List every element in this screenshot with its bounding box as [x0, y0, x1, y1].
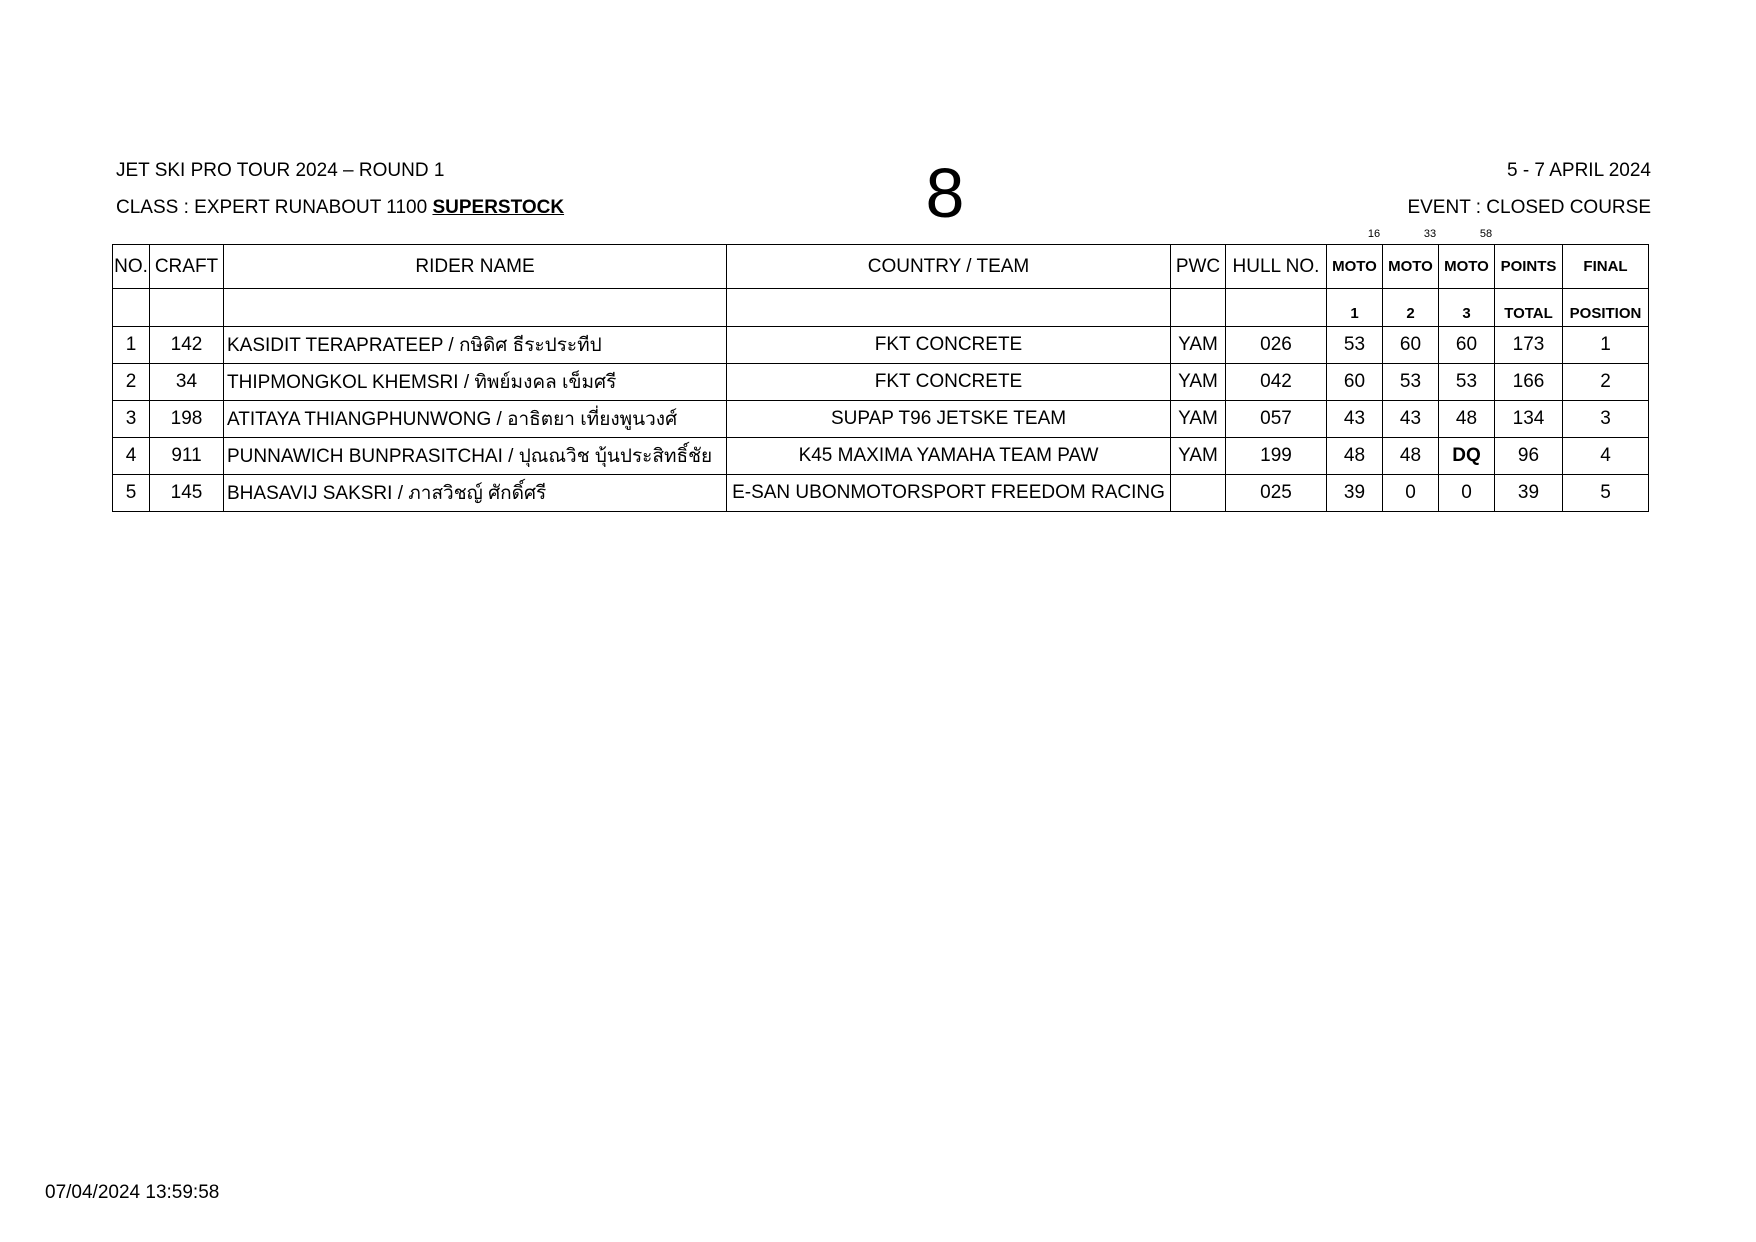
- cell-moto2: 0: [1383, 475, 1439, 512]
- cell-position: 4: [1563, 438, 1649, 475]
- cell-craft: 34: [150, 364, 224, 401]
- cell-hull: 042: [1226, 364, 1327, 401]
- cell-pwc: YAM: [1171, 438, 1226, 475]
- col-craft: CRAFT: [150, 245, 224, 289]
- cell-craft: 198: [150, 401, 224, 438]
- table-row: [113, 327, 1649, 364]
- sub-empty: [113, 289, 150, 327]
- col-moto1: MOTO: [1327, 245, 1383, 289]
- sub-moto2: 2: [1383, 289, 1439, 327]
- print-timestamp: 07/04/2024 13:59:58: [45, 1182, 220, 1203]
- cell-team: FKT CONCRETE: [727, 364, 1171, 401]
- cell-team: K45 MAXIMA YAMAHA TEAM PAW: [727, 438, 1171, 475]
- cell-pwc: [1171, 475, 1226, 512]
- event-title: JET SKI PRO TOUR 2024 – ROUND 1: [116, 160, 445, 181]
- cell-total: 96: [1495, 438, 1563, 475]
- table-row: [113, 401, 1649, 438]
- cell-moto1: 48: [1327, 438, 1383, 475]
- results-table: [112, 244, 1649, 512]
- cell-moto1: 53: [1327, 327, 1383, 364]
- table-row: [113, 364, 1649, 401]
- cell-total: 166: [1495, 364, 1563, 401]
- cell-hull: 025: [1226, 475, 1327, 512]
- cell-no: 4: [113, 438, 150, 475]
- subheader-row: [113, 289, 1649, 327]
- event-date: 5 - 7 APRIL 2024: [1506, 160, 1651, 181]
- table-row: [113, 475, 1649, 512]
- event-type: EVENT : CLOSED COURSE: [1407, 197, 1651, 218]
- class-line: [116, 198, 564, 217]
- cell-hull: 199: [1226, 438, 1327, 475]
- cell-moto3: 48: [1439, 401, 1495, 438]
- col-moto3: MOTO: [1439, 245, 1495, 289]
- cell-total: 134: [1495, 401, 1563, 438]
- cell-no: 1: [113, 327, 150, 364]
- sub-moto3: 3: [1439, 289, 1495, 327]
- moto1-small-number: 16: [1367, 228, 1381, 240]
- cell-moto2: 48: [1383, 438, 1439, 475]
- cell-moto1: 60: [1327, 364, 1383, 401]
- col-points: POINTS: [1495, 245, 1563, 289]
- sub-final: POSITION: [1563, 289, 1649, 327]
- cell-pwc: YAM: [1171, 401, 1226, 438]
- cell-team: FKT CONCRETE: [727, 327, 1171, 364]
- cell-hull: 026: [1226, 327, 1327, 364]
- cell-moto2: 60: [1383, 327, 1439, 364]
- header-row: [113, 245, 1649, 289]
- cell-craft: 911: [150, 438, 224, 475]
- cell-craft: 145: [150, 475, 224, 512]
- col-rider: RIDER NAME: [224, 245, 727, 289]
- cell-pwc: YAM: [1171, 364, 1226, 401]
- cell-moto1: 43: [1327, 401, 1383, 438]
- cell-position: 2: [1563, 364, 1649, 401]
- cell-moto3: 60: [1439, 327, 1495, 364]
- cell-total: 39: [1495, 475, 1563, 512]
- cell-total: 173: [1495, 327, 1563, 364]
- cell-position: 5: [1563, 475, 1649, 512]
- cell-team: SUPAP T96 JETSKE TEAM: [727, 401, 1171, 438]
- sub-empty: [1171, 289, 1226, 327]
- sub-empty: [727, 289, 1171, 327]
- sub-moto1: 1: [1327, 289, 1383, 327]
- col-pwc: PWC: [1171, 245, 1226, 289]
- class-emphasis: SUPERSTOCK: [432, 197, 565, 218]
- cell-team: E-SAN UBONMOTORSPORT FREEDOM RACING: [727, 475, 1171, 512]
- cell-no: 2: [113, 364, 150, 401]
- sub-empty: [150, 289, 224, 327]
- cell-moto3-dq: DQ: [1439, 438, 1495, 475]
- sub-empty: [1226, 289, 1327, 327]
- cell-rider: PUNNAWICH BUNPRASITCHAI / ปุณณวิช บุ้นประสิทธิ์ชัย: [224, 438, 727, 475]
- col-moto2: MOTO: [1383, 245, 1439, 289]
- cell-moto3: 0: [1439, 475, 1495, 512]
- cell-hull: 057: [1226, 401, 1327, 438]
- cell-craft: 142: [150, 327, 224, 364]
- cell-rider: KASIDIT TERAPRATEEP / กษิดิศ ธีระประทีป: [224, 327, 727, 364]
- sub-empty: [224, 289, 727, 327]
- cell-position: 3: [1563, 401, 1649, 438]
- moto2-small-number: 33: [1423, 228, 1437, 240]
- cell-no: 5: [113, 475, 150, 512]
- col-team: COUNTRY / TEAM: [727, 245, 1171, 289]
- sub-points: TOTAL: [1495, 289, 1563, 327]
- col-hull: HULL NO.: [1226, 245, 1327, 289]
- table-row: [113, 438, 1649, 475]
- big-number: 8: [925, 154, 965, 232]
- cell-moto2: 53: [1383, 364, 1439, 401]
- col-no: NO.: [113, 245, 150, 289]
- cell-rider: ATITAYA THIANGPHUNWONG / อาธิตยา เที่ยงพูนวงศ์: [224, 401, 727, 438]
- cell-rider: THIPMONGKOL KHEMSRI / ทิพย์มงคล เข็มศรี: [224, 364, 727, 401]
- cell-no: 3: [113, 401, 150, 438]
- cell-moto2: 43: [1383, 401, 1439, 438]
- cell-moto1: 39: [1327, 475, 1383, 512]
- cell-rider: BHASAVIJ SAKSRI / ภาสวิชญ์ ศักดิ์ศรี: [224, 475, 727, 512]
- moto3-small-number: 58: [1479, 228, 1493, 240]
- cell-moto3: 53: [1439, 364, 1495, 401]
- col-final: FINAL: [1563, 245, 1649, 289]
- cell-pwc: YAM: [1171, 327, 1226, 364]
- cell-position: 1: [1563, 327, 1649, 364]
- class-prefix: CLASS : EXPERT RUNABOUT 1100: [116, 197, 433, 218]
